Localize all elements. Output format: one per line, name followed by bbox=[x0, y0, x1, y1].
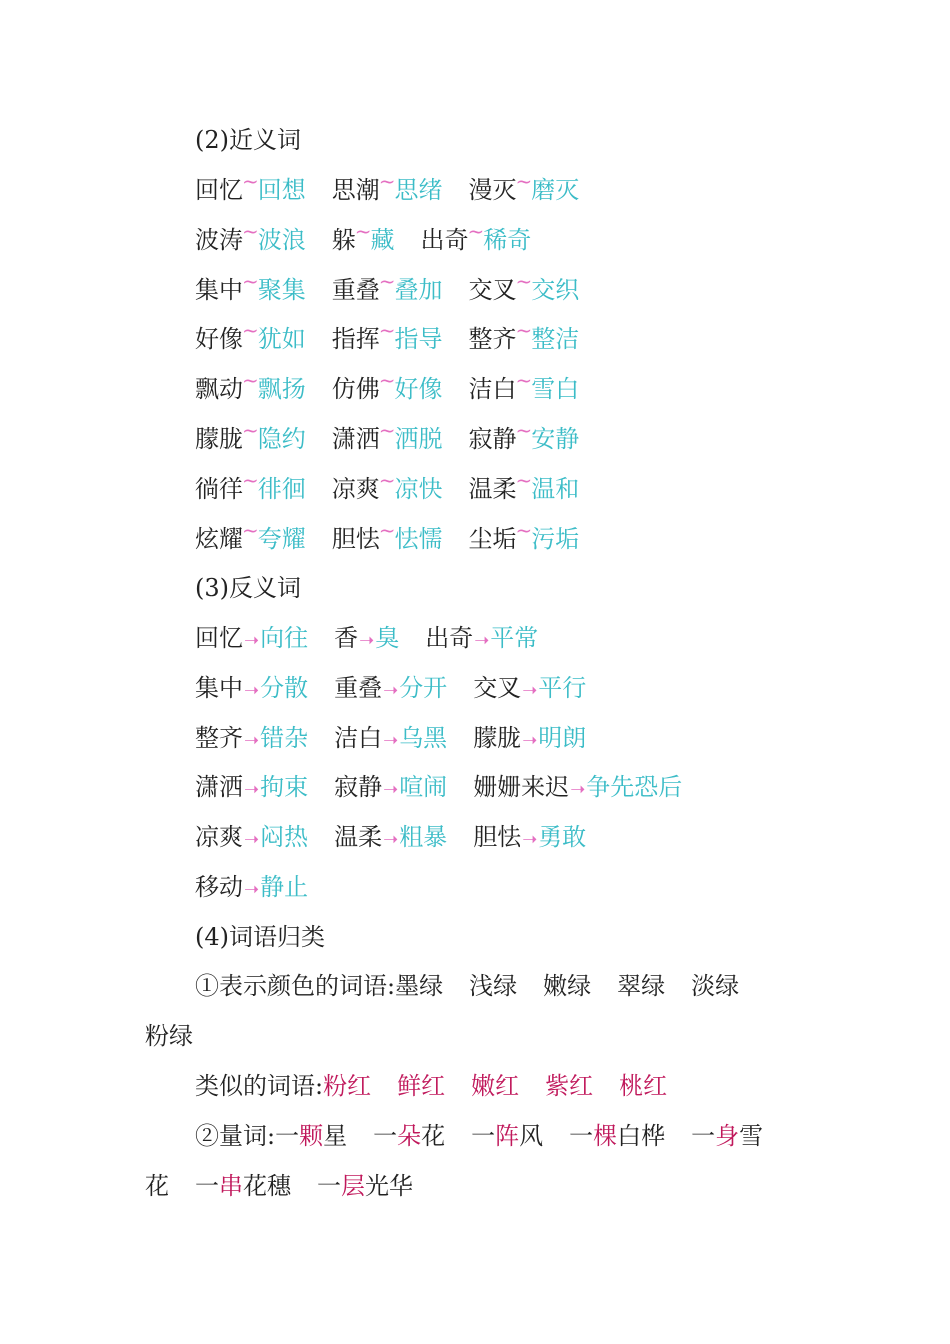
antonym-pair bbox=[334, 618, 399, 661]
color-word: 墨绿 bbox=[395, 972, 444, 1000]
tilde-marker: ~ bbox=[378, 169, 396, 193]
measure-noun: 星 bbox=[323, 1122, 348, 1150]
measure-number: 一 bbox=[471, 1122, 496, 1150]
measure-phrase bbox=[569, 1122, 665, 1150]
similar-words-line bbox=[195, 1066, 693, 1106]
antonym-pair bbox=[334, 668, 447, 711]
measure-phrase bbox=[195, 1172, 291, 1200]
word: 漫灭 bbox=[468, 176, 517, 204]
tilde-marker: ~ bbox=[242, 467, 259, 492]
antonym-pair bbox=[195, 767, 308, 810]
word: 重叠 bbox=[331, 275, 380, 304]
synonym-answer: 隐约 bbox=[257, 425, 306, 453]
arrow-icon: ➝ bbox=[522, 729, 538, 751]
synonym-pair bbox=[332, 369, 443, 410]
measure-number: 一 bbox=[569, 1122, 594, 1150]
similar-word: 桃红 bbox=[619, 1072, 668, 1100]
antonym-answer: 分散 bbox=[260, 673, 309, 702]
tilde-marker: ~ bbox=[515, 517, 533, 542]
similar-word: 嫩红 bbox=[471, 1072, 520, 1100]
word: 尘垢 bbox=[468, 524, 517, 553]
synonym-answer: 整洁 bbox=[531, 325, 580, 354]
synonym-answer: 思绪 bbox=[394, 176, 443, 204]
synonym-pair bbox=[195, 319, 306, 360]
synonym-pair bbox=[195, 419, 306, 460]
similar-word: 紫红 bbox=[545, 1072, 594, 1100]
antonym-answer: 平常 bbox=[490, 624, 539, 652]
measure-words-label: ②量词: bbox=[195, 1122, 276, 1150]
synonym-answer: 回想 bbox=[257, 176, 306, 204]
measure-word: 棵 bbox=[593, 1122, 618, 1150]
arrow-icon: ➝ bbox=[244, 630, 260, 651]
word: 重叠 bbox=[334, 673, 383, 702]
word: 寂静 bbox=[334, 773, 383, 802]
word: 仿佛 bbox=[331, 375, 380, 404]
tilde-marker: ~ bbox=[378, 268, 396, 293]
measure-word: 朵 bbox=[397, 1122, 422, 1150]
synonym-pair bbox=[332, 469, 443, 510]
synonym-answer: 徘徊 bbox=[257, 474, 306, 503]
antonym-pair bbox=[473, 767, 682, 810]
word: 集中 bbox=[195, 673, 243, 702]
antonym-answer: 明朗 bbox=[538, 723, 587, 752]
tilde-marker: ~ bbox=[242, 318, 259, 343]
synonym-pair bbox=[195, 270, 306, 311]
measure-number: 一 bbox=[691, 1122, 716, 1150]
word: 朦胧 bbox=[195, 425, 243, 453]
tilde-marker: ~ bbox=[515, 368, 533, 393]
arrow-icon: ➝ bbox=[474, 630, 490, 651]
antonym-row bbox=[195, 817, 612, 857]
measure-phrase bbox=[317, 1172, 413, 1200]
antonym-row bbox=[195, 718, 612, 758]
arrow-icon: ➝ bbox=[383, 829, 399, 851]
tilde-marker: ~ bbox=[242, 218, 259, 243]
tilde-marker: ~ bbox=[242, 169, 259, 193]
color-word: 嫩绿 bbox=[543, 972, 592, 1000]
measure-noun: 光华 bbox=[365, 1172, 413, 1200]
measure-phrase bbox=[471, 1122, 543, 1150]
word: 交叉 bbox=[473, 673, 522, 702]
synonym-pair bbox=[332, 419, 443, 460]
tilde-marker: ~ bbox=[242, 517, 259, 542]
arrow-icon: ➝ bbox=[522, 679, 538, 701]
word: 凉爽 bbox=[331, 474, 380, 503]
color-word: 浅绿 bbox=[469, 972, 518, 1000]
word: 躲 bbox=[331, 225, 356, 254]
word: 徜徉 bbox=[195, 474, 243, 503]
synonym-pair bbox=[469, 469, 580, 510]
synonym-pair bbox=[195, 369, 306, 410]
word: 姗姗来迟 bbox=[473, 773, 570, 802]
word: 洁白 bbox=[334, 723, 383, 752]
arrow-icon: ➝ bbox=[359, 630, 375, 651]
synonym-pair bbox=[195, 220, 306, 261]
word: 温柔 bbox=[468, 474, 517, 503]
antonym-answer: 乌黑 bbox=[399, 723, 448, 752]
synonym-answer: 飘扬 bbox=[257, 375, 306, 404]
measure-word: 阵 bbox=[495, 1122, 520, 1150]
antonym-pair bbox=[195, 867, 308, 910]
measure-word: 串 bbox=[219, 1172, 243, 1200]
tilde-marker: ~ bbox=[515, 268, 533, 293]
arrow-icon: ➝ bbox=[244, 729, 260, 751]
tilde-marker: ~ bbox=[467, 218, 485, 243]
synonym-pair bbox=[332, 270, 443, 311]
antonym-pair bbox=[334, 817, 447, 860]
tilde-marker: ~ bbox=[378, 318, 396, 343]
measure-number: 一 bbox=[317, 1172, 341, 1200]
antonym-answer: 粗暴 bbox=[399, 823, 448, 852]
arrow-icon: ➝ bbox=[244, 879, 260, 900]
arrow-icon: ➝ bbox=[522, 829, 538, 851]
antonym-answer: 喧闹 bbox=[399, 773, 448, 802]
tilde-marker: ~ bbox=[242, 418, 259, 442]
arrow-icon: ➝ bbox=[570, 779, 586, 801]
synonym-pair bbox=[469, 369, 580, 410]
synonym-pair bbox=[332, 519, 443, 560]
synonym-answer: 好像 bbox=[394, 375, 443, 404]
word: 交叉 bbox=[468, 275, 517, 304]
synonym-answer: 叠加 bbox=[394, 275, 443, 304]
measure-phrase bbox=[373, 1122, 445, 1150]
synonym-row bbox=[195, 170, 605, 210]
word: 出奇 bbox=[420, 225, 469, 254]
word: 潇洒 bbox=[195, 773, 243, 802]
antonym-pair bbox=[334, 767, 447, 810]
antonym-pair bbox=[195, 718, 308, 761]
synonym-answer: 怯懦 bbox=[394, 524, 443, 553]
synonym-pair bbox=[195, 519, 306, 560]
antonym-pair bbox=[195, 668, 308, 711]
synonym-pair bbox=[469, 419, 580, 460]
word: 朦胧 bbox=[473, 723, 522, 752]
synonym-pair bbox=[332, 170, 443, 211]
antonym-pair bbox=[425, 618, 538, 661]
word: 整齐 bbox=[468, 325, 517, 354]
measure-noun: 花穗 bbox=[243, 1172, 291, 1200]
section-heading-synonyms: (2)近义词 bbox=[195, 126, 301, 154]
synonym-row bbox=[195, 469, 605, 509]
measure-number: 一 bbox=[195, 1172, 219, 1200]
antonym-row bbox=[195, 668, 612, 708]
measure-number: 一 bbox=[373, 1122, 398, 1150]
color-words-label: ①表示颜色的词语: bbox=[195, 972, 396, 1000]
tilde-marker: ~ bbox=[378, 467, 396, 492]
tilde-marker: ~ bbox=[515, 318, 533, 343]
word: 洁白 bbox=[468, 375, 517, 404]
measure-noun: 风 bbox=[519, 1122, 544, 1150]
antonym-pair bbox=[334, 718, 447, 761]
synonym-pair bbox=[332, 220, 395, 261]
tilde-marker: ~ bbox=[515, 169, 533, 193]
synonym-answer: 磨灭 bbox=[531, 176, 580, 204]
synonym-answer: 温和 bbox=[531, 474, 580, 503]
antonym-row bbox=[195, 767, 708, 807]
measure-word: 颗 bbox=[299, 1122, 324, 1150]
synonym-answer: 凉快 bbox=[394, 474, 443, 503]
synonym-answer: 聚集 bbox=[257, 275, 306, 304]
word: 温柔 bbox=[334, 823, 383, 852]
synonym-answer: 波浪 bbox=[257, 225, 306, 254]
antonym-answer: 争先恐后 bbox=[586, 773, 683, 802]
antonym-pair bbox=[473, 718, 586, 761]
tilde-marker: ~ bbox=[378, 418, 396, 442]
word: 炫耀 bbox=[195, 524, 243, 553]
synonym-answer: 交织 bbox=[531, 275, 580, 304]
synonym-answer: 指导 bbox=[394, 325, 443, 354]
word: 集中 bbox=[195, 275, 243, 304]
synonym-row bbox=[195, 319, 605, 359]
tilde-marker: ~ bbox=[515, 467, 533, 492]
antonym-answer: 静止 bbox=[260, 873, 309, 901]
color-word: 淡绿 bbox=[691, 972, 740, 1000]
section-heading-classification: (4)词语归类 bbox=[195, 923, 325, 951]
antonym-answer: 拘束 bbox=[260, 773, 309, 802]
word: 凉爽 bbox=[195, 823, 243, 852]
arrow-icon: ➝ bbox=[244, 679, 260, 701]
synonym-pair bbox=[332, 319, 443, 360]
measure-noun: 白桦 bbox=[617, 1122, 666, 1150]
antonym-pair bbox=[473, 817, 586, 860]
tilde-marker: ~ bbox=[515, 418, 533, 442]
arrow-icon: ➝ bbox=[383, 779, 399, 801]
tilde-marker: ~ bbox=[242, 368, 259, 393]
synonym-pair bbox=[469, 319, 580, 360]
similar-words-label: 类似的词语: bbox=[195, 1072, 324, 1100]
word: 香 bbox=[334, 624, 359, 652]
word: 思潮 bbox=[331, 176, 380, 204]
measure-phrase bbox=[275, 1122, 347, 1150]
tilde-marker: ~ bbox=[354, 218, 372, 243]
measure-noun: 花 bbox=[421, 1122, 446, 1150]
measure-word: 身 bbox=[715, 1122, 740, 1150]
synonym-pair bbox=[469, 270, 580, 311]
antonym-answer: 错杂 bbox=[260, 723, 309, 752]
tilde-marker: ~ bbox=[242, 268, 259, 293]
word: 整齐 bbox=[195, 723, 243, 752]
color-words-continuation: 粉绿 bbox=[145, 1022, 193, 1050]
synonym-answer: 污垢 bbox=[531, 524, 580, 553]
antonym-pair bbox=[473, 668, 586, 711]
synonym-answer: 稀奇 bbox=[483, 225, 532, 254]
measure-number: 一 bbox=[275, 1122, 300, 1150]
antonym-row bbox=[195, 867, 334, 907]
synonym-answer: 犹如 bbox=[257, 325, 306, 354]
synonym-row bbox=[195, 270, 605, 310]
antonym-answer: 分开 bbox=[399, 673, 448, 702]
antonym-answer: 平行 bbox=[538, 673, 587, 702]
arrow-icon: ➝ bbox=[383, 729, 399, 751]
synonym-row bbox=[195, 369, 605, 409]
synonym-pair bbox=[469, 170, 580, 211]
tilde-marker: ~ bbox=[378, 368, 396, 393]
similar-word: 鲜红 bbox=[397, 1072, 446, 1100]
synonym-answer: 夸耀 bbox=[257, 524, 306, 553]
synonym-pair bbox=[421, 220, 532, 261]
section-heading-antonyms: (3)反义词 bbox=[195, 574, 301, 602]
word: 寂静 bbox=[468, 425, 517, 453]
word: 潇洒 bbox=[331, 425, 380, 453]
arrow-icon: ➝ bbox=[244, 829, 260, 851]
antonym-answer: 勇敢 bbox=[538, 823, 587, 852]
word: 胆怯 bbox=[473, 823, 522, 852]
color-word: 翠绿 bbox=[617, 972, 666, 1000]
synonym-answer: 雪白 bbox=[531, 375, 580, 404]
antonym-answer: 闷热 bbox=[260, 823, 309, 852]
measure-word: 层 bbox=[341, 1172, 365, 1200]
word: 出奇 bbox=[425, 624, 474, 652]
word: 回忆 bbox=[195, 176, 243, 204]
synonym-pair bbox=[469, 519, 580, 560]
antonym-answer: 向往 bbox=[260, 624, 309, 652]
measure-phrase bbox=[691, 1122, 763, 1150]
synonym-answer: 藏 bbox=[370, 225, 395, 254]
antonym-answer: 臭 bbox=[375, 624, 400, 652]
synonym-row bbox=[195, 519, 605, 559]
synonym-pair bbox=[195, 170, 306, 211]
measure-words-continuation bbox=[145, 1166, 439, 1206]
synonym-answer: 安静 bbox=[531, 425, 580, 453]
measure-continuation-start: 花 bbox=[145, 1172, 169, 1200]
synonym-row bbox=[195, 419, 605, 459]
word: 好像 bbox=[195, 325, 243, 354]
similar-word: 粉红 bbox=[323, 1072, 372, 1100]
word: 指挥 bbox=[331, 325, 380, 354]
synonym-pair bbox=[195, 469, 306, 510]
word: 移动 bbox=[195, 873, 243, 901]
measure-words-line bbox=[195, 1116, 789, 1156]
synonym-answer: 洒脱 bbox=[394, 425, 443, 453]
word: 胆怯 bbox=[331, 524, 380, 553]
word: 回忆 bbox=[195, 624, 243, 652]
antonym-pair bbox=[195, 817, 308, 860]
color-words-line bbox=[195, 966, 765, 1006]
synonym-row bbox=[195, 220, 557, 260]
arrow-icon: ➝ bbox=[244, 779, 260, 801]
word: 飘动 bbox=[195, 375, 243, 404]
word: 波涛 bbox=[195, 225, 243, 254]
antonym-pair bbox=[195, 618, 308, 661]
antonym-row bbox=[195, 618, 564, 658]
tilde-marker: ~ bbox=[378, 517, 396, 542]
measure-noun: 雪 bbox=[739, 1122, 764, 1150]
arrow-icon: ➝ bbox=[383, 679, 399, 701]
